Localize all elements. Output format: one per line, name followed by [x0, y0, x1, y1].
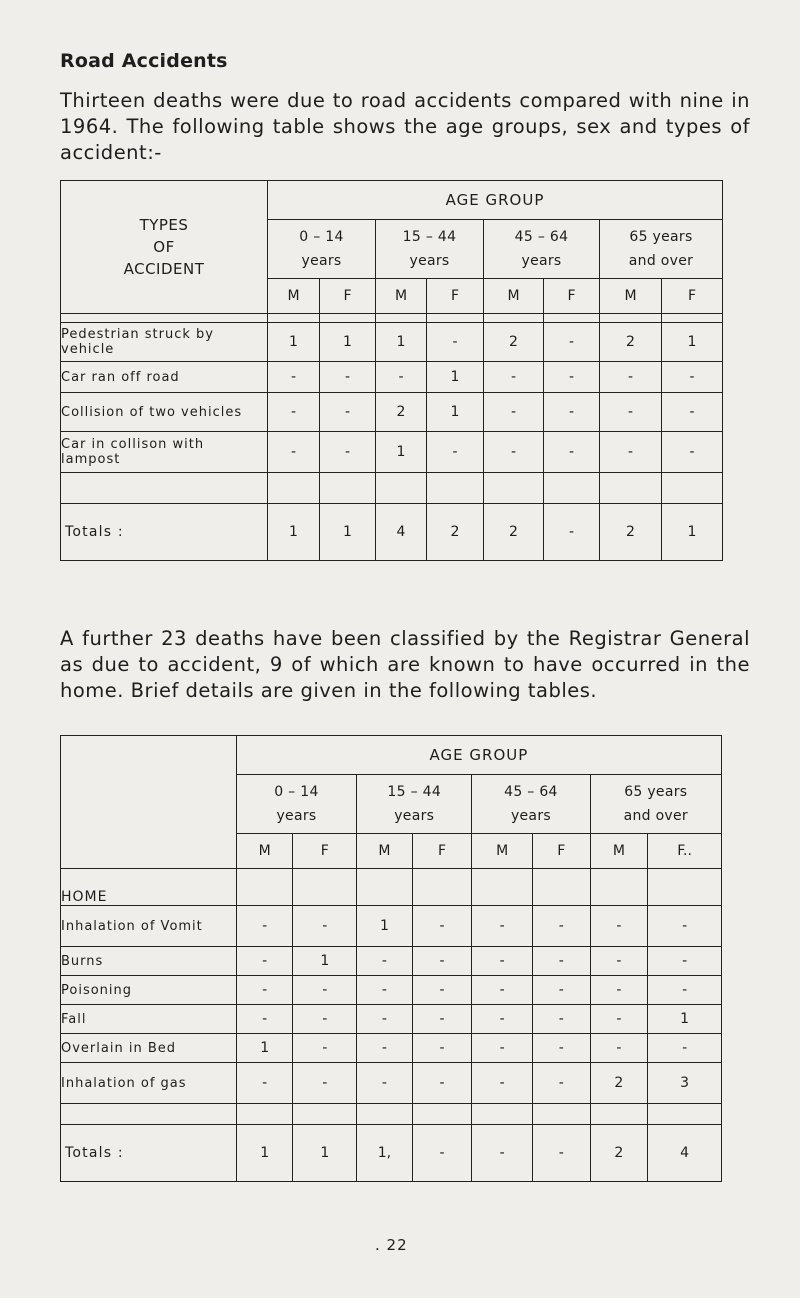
spacer-cell — [427, 314, 484, 323]
table-row — [61, 1063, 722, 1104]
sex-label: F — [320, 279, 376, 314]
spacer-cell — [472, 1104, 533, 1125]
sex-label: F — [427, 279, 484, 314]
spacer-cell — [590, 869, 648, 906]
value-cell: - — [293, 1063, 357, 1104]
age-group-header: AGE GROUP — [236, 736, 721, 775]
value-cell: 1 — [376, 323, 427, 362]
spacer-cell — [662, 473, 723, 504]
value-cell: 1 — [427, 362, 484, 393]
home-accidents-table — [60, 735, 722, 1182]
age-range-45-64: 45 – 64 years — [484, 220, 600, 279]
totals-label: Totals : — [61, 1125, 237, 1182]
table-row — [61, 976, 722, 1005]
value-cell: 1 — [293, 947, 357, 976]
total-cell: - — [472, 1125, 533, 1182]
sex-label: F — [293, 834, 357, 869]
age-range-15-44: 15 – 44 years — [357, 775, 472, 834]
value-cell: - — [600, 362, 662, 393]
value-cell: - — [472, 947, 533, 976]
sex-label: M — [590, 834, 648, 869]
total-cell: - — [412, 1125, 472, 1182]
value-cell: - — [648, 947, 722, 976]
value-cell: - — [662, 362, 723, 393]
value-cell: - — [532, 1034, 590, 1063]
age-group-header: AGE GROUP — [268, 181, 723, 220]
sex-label: M — [376, 279, 427, 314]
value-cell: 1 — [662, 323, 723, 362]
sex-label: M — [268, 279, 320, 314]
sex-label: F — [412, 834, 472, 869]
value-cell: - — [532, 976, 590, 1005]
sex-label: F — [532, 834, 590, 869]
value-cell: - — [590, 947, 648, 976]
spacer-cell — [236, 1104, 293, 1125]
spacer-cell — [532, 1104, 590, 1125]
value-cell: 1 — [357, 906, 413, 947]
value-cell: - — [544, 362, 600, 393]
intro-paragraph: Thirteen deaths were due to road accidents compared with nine in 1964. The following table shows the age groups, sex and types of accident:- — [60, 89, 750, 164]
value-cell: - — [648, 976, 722, 1005]
total-cell: 2 — [600, 504, 662, 561]
value-cell: - — [412, 976, 472, 1005]
spacer-cell — [357, 869, 413, 906]
spacer-cell — [412, 869, 472, 906]
value-cell: 1 — [320, 323, 376, 362]
value-cell: - — [412, 906, 472, 947]
value-cell: - — [484, 362, 544, 393]
value-cell: - — [590, 1034, 648, 1063]
spacer-cell — [648, 1104, 722, 1125]
spacer-cell — [268, 314, 320, 323]
row-label: Burns — [61, 947, 237, 976]
total-cell: 4 — [376, 504, 427, 561]
total-cell: 4 — [648, 1125, 722, 1182]
value-cell: - — [412, 1034, 472, 1063]
value-cell: - — [427, 432, 484, 473]
value-cell: - — [472, 976, 533, 1005]
value-cell: - — [532, 1063, 590, 1104]
value-cell: - — [236, 1063, 293, 1104]
spacer-cell — [484, 473, 544, 504]
sex-label: M — [484, 279, 544, 314]
value-cell: 2 — [590, 1063, 648, 1104]
age-range-65-over: 65 years and over — [590, 775, 721, 834]
value-cell: - — [427, 323, 484, 362]
spacer-cell — [532, 869, 590, 906]
value-cell: - — [472, 906, 533, 947]
value-cell: - — [320, 432, 376, 473]
spacer-cell — [544, 314, 600, 323]
value-cell: - — [472, 1005, 533, 1034]
value-cell: - — [544, 432, 600, 473]
value-cell: - — [293, 1005, 357, 1034]
spacer-cell — [293, 1104, 357, 1125]
value-cell: - — [293, 976, 357, 1005]
table-row — [61, 1034, 722, 1063]
road-accidents-table — [60, 180, 723, 561]
total-cell: 1, — [357, 1125, 413, 1182]
total-cell: - — [532, 1125, 590, 1182]
age-range-65-over: 65 years and over — [600, 220, 723, 279]
blank-header-cell — [61, 736, 237, 869]
page-number: . 22 — [375, 1236, 408, 1254]
value-cell: - — [600, 393, 662, 432]
value-cell: - — [357, 1063, 413, 1104]
value-cell: - — [357, 976, 413, 1005]
age-range-45-64: 45 – 64 years — [472, 775, 590, 834]
spacer-cell — [61, 314, 268, 323]
value-cell: - — [293, 1034, 357, 1063]
total-cell: - — [544, 504, 600, 561]
spacer-cell — [648, 869, 722, 906]
value-cell: 2 — [600, 323, 662, 362]
further-paragraph: A further 23 deaths have been classified by the Registrar General as due to accident, 9 of which are known to have occurred in the home. Brief details are given in the following tables. — [60, 627, 750, 702]
value-cell: - — [357, 1005, 413, 1034]
spacer-cell — [320, 314, 376, 323]
value-cell: - — [532, 947, 590, 976]
value-cell: - — [236, 976, 293, 1005]
age-range-0-14: 0 – 14 years — [268, 220, 376, 279]
spacer-cell — [61, 1104, 237, 1125]
spacer-cell — [472, 869, 533, 906]
row-label: Collision of two vehicles — [61, 393, 268, 432]
spacer-cell — [544, 473, 600, 504]
value-cell: - — [484, 432, 544, 473]
value-cell: - — [600, 432, 662, 473]
value-cell: - — [484, 393, 544, 432]
value-cell: - — [590, 1005, 648, 1034]
table-row — [61, 1005, 722, 1034]
row-label: Pedestrian struck by vehicle — [61, 323, 268, 362]
spacer-cell — [236, 869, 293, 906]
row-label: Poisoning — [61, 976, 237, 1005]
row-label: Inhalation of Vomit — [61, 906, 237, 947]
table-row — [61, 432, 723, 473]
value-cell: - — [236, 947, 293, 976]
table-row — [61, 362, 723, 393]
spacer-cell — [293, 869, 357, 906]
spacer-cell — [484, 314, 544, 323]
sex-label: M — [472, 834, 533, 869]
total-cell: 2 — [427, 504, 484, 561]
sex-label: M — [600, 279, 662, 314]
spacer-cell — [61, 473, 268, 504]
row-label: Inhalation of gas — [61, 1063, 237, 1104]
section-label-home: HOME — [61, 869, 237, 906]
section-heading: Road Accidents — [60, 50, 228, 72]
spacer-cell — [662, 314, 723, 323]
sex-label: M — [236, 834, 293, 869]
value-cell: - — [412, 947, 472, 976]
spacer-cell — [600, 314, 662, 323]
value-cell: - — [532, 1005, 590, 1034]
types-of-accident-header: TYPES OF ACCIDENT — [61, 181, 268, 314]
total-cell: 1 — [662, 504, 723, 561]
value-cell: 1 — [427, 393, 484, 432]
value-cell: - — [412, 1063, 472, 1104]
value-cell: - — [293, 906, 357, 947]
value-cell: 3 — [648, 1063, 722, 1104]
value-cell: - — [268, 432, 320, 473]
value-cell: - — [236, 1005, 293, 1034]
value-cell: - — [544, 323, 600, 362]
sex-label: M — [357, 834, 413, 869]
value-cell: - — [590, 906, 648, 947]
table-row — [61, 393, 723, 432]
value-cell: 1 — [236, 1034, 293, 1063]
value-cell: - — [357, 1034, 413, 1063]
sex-label: F — [544, 279, 600, 314]
total-cell: 1 — [320, 504, 376, 561]
spacer-cell — [357, 1104, 413, 1125]
spacer-cell — [268, 473, 320, 504]
row-label: Overlain in Bed — [61, 1034, 237, 1063]
sex-label: F — [662, 279, 723, 314]
spacer-cell — [427, 473, 484, 504]
row-label: Fall — [61, 1005, 237, 1034]
spacer-cell — [600, 473, 662, 504]
value-cell: 1 — [268, 323, 320, 362]
total-cell: 1 — [268, 504, 320, 561]
table-row — [61, 323, 723, 362]
value-cell: 1 — [376, 432, 427, 473]
table-row — [61, 906, 722, 947]
spacer-cell — [320, 473, 376, 504]
total-cell: 2 — [484, 504, 544, 561]
age-range-0-14: 0 – 14 years — [236, 775, 356, 834]
total-cell: 2 — [590, 1125, 648, 1182]
value-cell: - — [662, 393, 723, 432]
value-cell: - — [236, 906, 293, 947]
spacer-cell — [590, 1104, 648, 1125]
row-label: Car in collison with lampost — [61, 432, 268, 473]
value-cell: - — [648, 1034, 722, 1063]
value-cell: - — [268, 362, 320, 393]
value-cell: 2 — [484, 323, 544, 362]
value-cell: - — [532, 906, 590, 947]
value-cell: 1 — [648, 1005, 722, 1034]
table-row — [61, 947, 722, 976]
spacer-cell — [412, 1104, 472, 1125]
value-cell: - — [376, 362, 427, 393]
value-cell: 2 — [376, 393, 427, 432]
totals-label: Totals : — [61, 504, 268, 561]
value-cell: - — [320, 362, 376, 393]
value-cell: - — [590, 976, 648, 1005]
value-cell: - — [412, 1005, 472, 1034]
row-label: Car ran off road — [61, 362, 268, 393]
value-cell: - — [544, 393, 600, 432]
value-cell: - — [268, 393, 320, 432]
value-cell: - — [472, 1034, 533, 1063]
spacer-cell — [376, 314, 427, 323]
value-cell: - — [357, 947, 413, 976]
value-cell: - — [472, 1063, 533, 1104]
spacer-cell — [376, 473, 427, 504]
value-cell: - — [648, 906, 722, 947]
value-cell: - — [662, 432, 723, 473]
total-cell: 1 — [293, 1125, 357, 1182]
age-range-15-44: 15 – 44 years — [376, 220, 484, 279]
value-cell: - — [320, 393, 376, 432]
total-cell: 1 — [236, 1125, 293, 1182]
sex-label: F.. — [648, 834, 722, 869]
